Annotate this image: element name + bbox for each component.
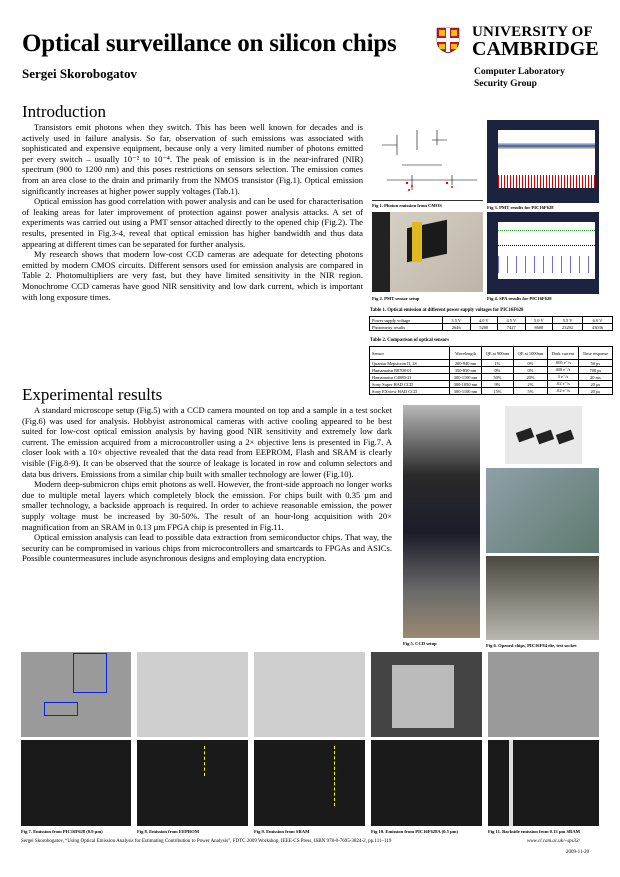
table-cell: .005 e⁻/s: [548, 360, 579, 367]
table-cell: .02 e⁻/s: [548, 381, 579, 388]
table-cell: 50 ps: [578, 360, 612, 367]
table-1-caption: Table 1. Optical emission at different power supply voltages for PIC16F628: [370, 308, 524, 313]
table-cell: 300-1100 nm: [450, 374, 482, 381]
table-2: [369, 346, 613, 395]
table-cell: 6.0 V: [583, 317, 613, 324]
figure-1-image: [372, 120, 483, 201]
table-cell: 23292: [553, 324, 583, 331]
figure-9-bottom-image: [254, 740, 365, 826]
figure-6a-image: [505, 406, 582, 464]
table-cell: 700 ps: [578, 367, 612, 374]
table-cell: 0%: [513, 367, 547, 374]
figure-9-top-image: [254, 652, 365, 737]
table-cell: 4.5 V: [498, 317, 526, 324]
figure-4-image: [487, 212, 599, 294]
table-cell: Hamamatsu C4880-21: [370, 374, 450, 381]
table-cell: 20 ms: [578, 374, 612, 381]
figure-3-image: [487, 120, 599, 203]
table-cell: 20%: [513, 374, 547, 381]
figure-6-caption: Fig 6. Opened chips, PIC16F84 die, test socket: [486, 643, 577, 648]
figure-6c-image: [486, 556, 599, 640]
figure-5-image: [403, 405, 480, 638]
table-cell: Photometry results: [370, 324, 443, 331]
table-header-cell: Wavelength: [450, 347, 482, 360]
figure-2-caption: Fig 2. PMT sensor setup: [372, 296, 420, 301]
table-cell: 8600: [525, 324, 553, 331]
experimental-paragraph: A standard microscope setup (Fig.5) with a CCD camera mounted on top and a sample in a test socket (Fig.6) was used for analysis. Hobbyist astronomical cameras with active cooling appeared to be best suited for low-cost optical emission analysis by having good NIR sensitivity and extremely low dark current. The emission acquired from a microcontroller using a 2× objective lens is presented in Fig.7. A closer look with a 10× objective revealed that the data read from EEPROM, Flash and SRAM is clearly visible (Fig.8-9). It can be observed that the source of leakage is located in row and column selectors and data bus drivers. Emissions from a similar chip built with smaller technology are lower (Fig.10).: [22, 405, 392, 479]
table-cell: 5.5 V: [553, 317, 583, 324]
figure-10-top-image: [371, 652, 482, 737]
table-cell: 300-1050 nm: [450, 381, 482, 388]
table-cell: 3.5 V: [443, 317, 471, 324]
table-row: [370, 324, 613, 331]
citation: Sergei Skorobogatov, “Using Optical Emission Analysis for Estimating Contribution to Power Analysis”, FDTC 2009 Workshop, IEEE-CS Press, ISBN 978-0-7695-3824-2, pp.111–119: [21, 839, 392, 844]
table-cell: 2646: [443, 324, 471, 331]
experimental-paragraph: Modern deep-submicron chips emit photons as well. However, the front-side approach no longer works due to multiple metal layers which completely block the emission. For chips built with 0.35 µm and smaller technology, a backside approach is required. In order to achieve reasonable emission, the power supply voltage must be increased by 30-50%. The result of an hour-long acquisition with 20× magnification from an SRAM in 0.13 µm FPGA chip is presented in Fig.11.: [22, 479, 392, 532]
experimental-results-heading: Experimental results: [22, 385, 163, 404]
table-cell: Power supply voltage: [370, 317, 443, 324]
table-row: [370, 388, 613, 395]
table-row: [370, 317, 613, 324]
poster-title: Optical surveillance on silicon chips: [22, 30, 397, 57]
introduction-heading: Introduction: [22, 102, 107, 121]
table-cell: Hamamatsu R8708-01: [370, 367, 450, 374]
figure-1-caption: Fig 1. Photon emission from CMOS: [372, 203, 442, 208]
figure-6b-image: [486, 468, 599, 553]
table-2-caption: Table 2. Comparison of optical sensors: [370, 338, 449, 343]
experimental-paragraph: Optical emission analysis can lead to possible data extraction from semiconductor chips. That way, the security can be compromised in various chips from microcontrollers and smartcards to FPGAs and ASICs. Possible countermeasures include asynchronous designs and employing data encryption.: [22, 532, 392, 564]
table-cell: 300-1100 nm: [450, 388, 482, 395]
figure-8-bottom-image: [137, 740, 248, 826]
university-name-line1: UNIVERSITY OF: [472, 24, 593, 40]
table-cell: 5%: [513, 388, 547, 395]
table-cell: 0%: [481, 367, 513, 374]
table-cell: .02 e⁻/s: [548, 388, 579, 395]
table-cell: 4.0 V: [470, 317, 498, 324]
table-cell: 1%: [481, 360, 513, 367]
table-cell: 5.0 V: [525, 317, 553, 324]
table-row: [370, 367, 613, 374]
figure-3-caption: Fig 3. PMT results for PIC16F628: [487, 205, 554, 210]
table-row: [370, 360, 613, 367]
table-cell: 7427: [498, 324, 526, 331]
table-header-row: [370, 347, 613, 360]
author-name: Sergei Skorobogatov: [22, 66, 137, 81]
table-cell: 15%: [481, 388, 513, 395]
department-line1: Computer Laboratory: [474, 67, 565, 77]
cmos-schematic-icon: [372, 120, 483, 200]
introduction-body: [22, 122, 363, 302]
figure-10-bottom-image: [371, 740, 482, 826]
table-cell: 2%: [513, 381, 547, 388]
table-cell: 9%: [481, 381, 513, 388]
table-header-cell: Time response: [578, 347, 612, 360]
table-header-cell: Sensor: [370, 347, 450, 360]
figure-9-caption: Fig 9. Emission from SRAM: [254, 829, 310, 834]
department-line2: Security Group: [474, 79, 537, 89]
figure-8-top-image: [137, 652, 248, 737]
figure-4-caption: Fig 4. SPA results for PIC16F628: [487, 296, 552, 301]
table-cell: Quantar Mepsicron II, 2S: [370, 360, 450, 367]
figure-7-bottom-image: [21, 740, 131, 826]
figure-11-bottom-image: [488, 740, 599, 826]
date: 2009-11-20: [566, 850, 590, 855]
figure-2-image: [372, 212, 483, 292]
intro-paragraph: My research shows that modern low-cost CCD cameras are adequate for detecting photons emitted by modern CMOS circuits. Different sensors used for emission analysis are compared in Table 2. Photomultipliers are very fast, but they have limited sensitivity in the NIR region. Monochrome CCD cameras have good NIR sensitivity and low dark current, which is important with long exposure times.: [22, 249, 363, 302]
intro-paragraph: Transistors emit photons when they switch. This has been well known for decades and is actively used in failure analysis. So far, observation of such emissions was associated with sophisticated and expensive equipment, because only a very limited number of photons emitted per every switch – usually 10⁻² to 10⁻⁴. The peak of emission is in the near-infrared (NIR) spectrum (900 to 1200 nm) and this poses restrictions on sensors selection. The emission comes from an area close to the drain and primarily from the NMOS transistor (Fig.1). Optical emission significantly increases at higher power supply voltages (Tab.1).: [22, 122, 363, 196]
spa-plot-area: [498, 222, 594, 279]
table-cell: 0%: [513, 360, 547, 367]
table-cell: 43036: [583, 324, 613, 331]
experimental-results-body: [22, 405, 392, 564]
pmt-plot-area: [498, 130, 594, 188]
table-cell: 350-850 nm: [450, 367, 482, 374]
table-row: [370, 381, 613, 388]
table-cell: 20 µs: [578, 388, 612, 395]
figure-11-caption: Fig 11. Backside emission from 0.13 µm SRAM: [488, 829, 581, 834]
figure-7-caption: Fig 7. Emission from PIC16F628 (0.9 µm): [21, 829, 103, 834]
website-link[interactable]: www.cl.cam.ac.uk/~sps32/: [527, 839, 580, 844]
cambridge-crest-icon: [436, 27, 460, 54]
table-cell: Sony EXview HAD CCD: [370, 388, 450, 395]
table-cell: 200-940 nm: [450, 360, 482, 367]
department: [474, 66, 565, 90]
table-cell: 400 e⁻/s: [548, 367, 579, 374]
figure-5-caption: Fig 5. CCD setup: [403, 641, 437, 646]
intro-paragraph: Optical emission has good correlation with power analysis and can be used for characterisation of leaking areas for later improvement of protection against power analysis attacks. A set of experiments was carried out using a PMT sensor attached directly to the opened chip (Fig.2). The results, presented in Fig.3-4, reveal that optical emission has higher bandwidth and thus data appearing at different times can be separated for further analysis.: [22, 196, 363, 249]
table-cell: 50%: [481, 374, 513, 381]
figure-8-caption: Fig 8. Emission from EEPROM: [137, 829, 200, 834]
table-cell: Sony Super HAD CCD: [370, 381, 450, 388]
table-cell: 20 µs: [578, 381, 612, 388]
table-header-cell: Dark current: [548, 347, 579, 360]
table-cell: 5200: [470, 324, 498, 331]
table-header-cell: QE at 900nm: [481, 347, 513, 360]
figure-11-top-image: [488, 652, 599, 737]
university-name-line2: CAMBRIDGE: [472, 38, 599, 60]
table-row: [370, 374, 613, 381]
table-1: [369, 316, 613, 331]
table-header-cell: QE at 1000nm: [513, 347, 547, 360]
table-cell: 3 e⁻/s: [548, 374, 579, 381]
figure-10-caption: Fig 10. Emission from PIC16F628A (0.5 µm): [371, 829, 459, 834]
figure-7-top-image: [21, 652, 131, 737]
